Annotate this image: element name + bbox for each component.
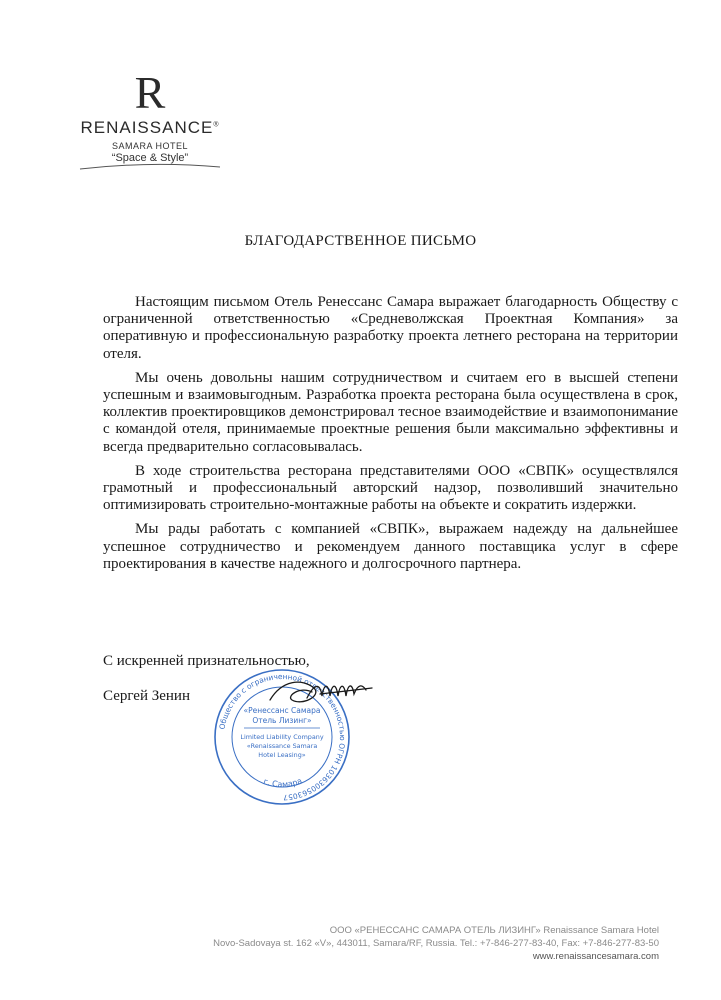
letter-footer	[213, 924, 659, 963]
stamp-city: г. Самара	[262, 776, 304, 790]
stamp-en-line-1: Limited Liability Company	[240, 733, 324, 741]
logo-subtitle: SAMARA HOTEL	[111, 141, 189, 151]
logo-brand-text: RENAISSANCE	[80, 118, 214, 137]
stamp-ru-line-1: «Ренессанс Самара	[243, 706, 321, 715]
closing-line: С искренней признательностью,	[103, 653, 310, 669]
paragraph-3: В ходе строительства ресторана представителями ООО «СВПК» осуществлялся грамотный и профессиональный авторский надзор, позволивший значительно оптимизировать строительно-монтажные работы на объекте и сократить издержки.	[103, 462, 678, 514]
footer-website: www.renaissancesamara.com	[532, 951, 659, 962]
handwritten-signature	[262, 670, 382, 730]
paragraph-2: Мы очень довольны нашим сотрудничеством и считаем его в высшей степени успешным и взаимовыгодным. Разработка проекта ресторана была осуществлена в срок, коллектив проектировщиков демонстрировал тесное взаимодействие и взаимопонимание с командой отеля, принимаемые проектные решения были максимально эффективны и всегда предварительно согласовывалась.	[103, 369, 678, 455]
hotel-logo	[60, 67, 240, 172]
signer-name: Сергей Зенин	[103, 688, 190, 704]
footer-company: ООО «РЕНЕССАНС САМАРА ОТЕЛЬ ЛИЗИНГ» Renaissance Samara Hotel	[329, 925, 659, 936]
footer-address: Novo-Sadovaya st. 162 «V», 443011, Samara/RF, Russia. Tel.: +7-846-277-83-40, Fax: +7-846-277-83-50	[213, 938, 659, 949]
svg-text:г. Самара	[262, 776, 303, 789]
stamp-ru-line-2: Отель Лизинг»	[252, 716, 312, 725]
stamp-en-line-3: Hotel Leasing»	[258, 751, 306, 759]
letter-body	[103, 294, 678, 580]
paragraph-4: Мы рады работать с компанией «СВПК», выражаем надежду на дальнейшее успешное сотрудничество и рекомендуем данного поставщика услуг в сфере проектирования в качестве надежного и долгосрочного партнера.	[103, 521, 678, 572]
letter-title: БЛАГОДАРСТВЕННОЕ ПИСЬМО	[244, 233, 477, 249]
logo-mark: R	[134, 67, 166, 118]
logo-reg-mark: ®	[213, 121, 220, 129]
logo-tagline: “Space & Style”	[111, 152, 189, 164]
stamp-en-line-2: «Renaissance Samara	[246, 742, 318, 750]
paragraph-1: Настоящим письмом Отель Ренессанс Самара выражает благодарность Обществу с ограниченной ответственностью «Средневолжская Проектная Компания» за оперативную и профессиональную разработку проекта летнего ресторана на территории отеля.	[103, 294, 678, 362]
stamp-outer-text: Общество с ограниченной ответственностью ОГРН 1036300563057	[217, 671, 348, 803]
logo-brand	[60, 118, 240, 138]
